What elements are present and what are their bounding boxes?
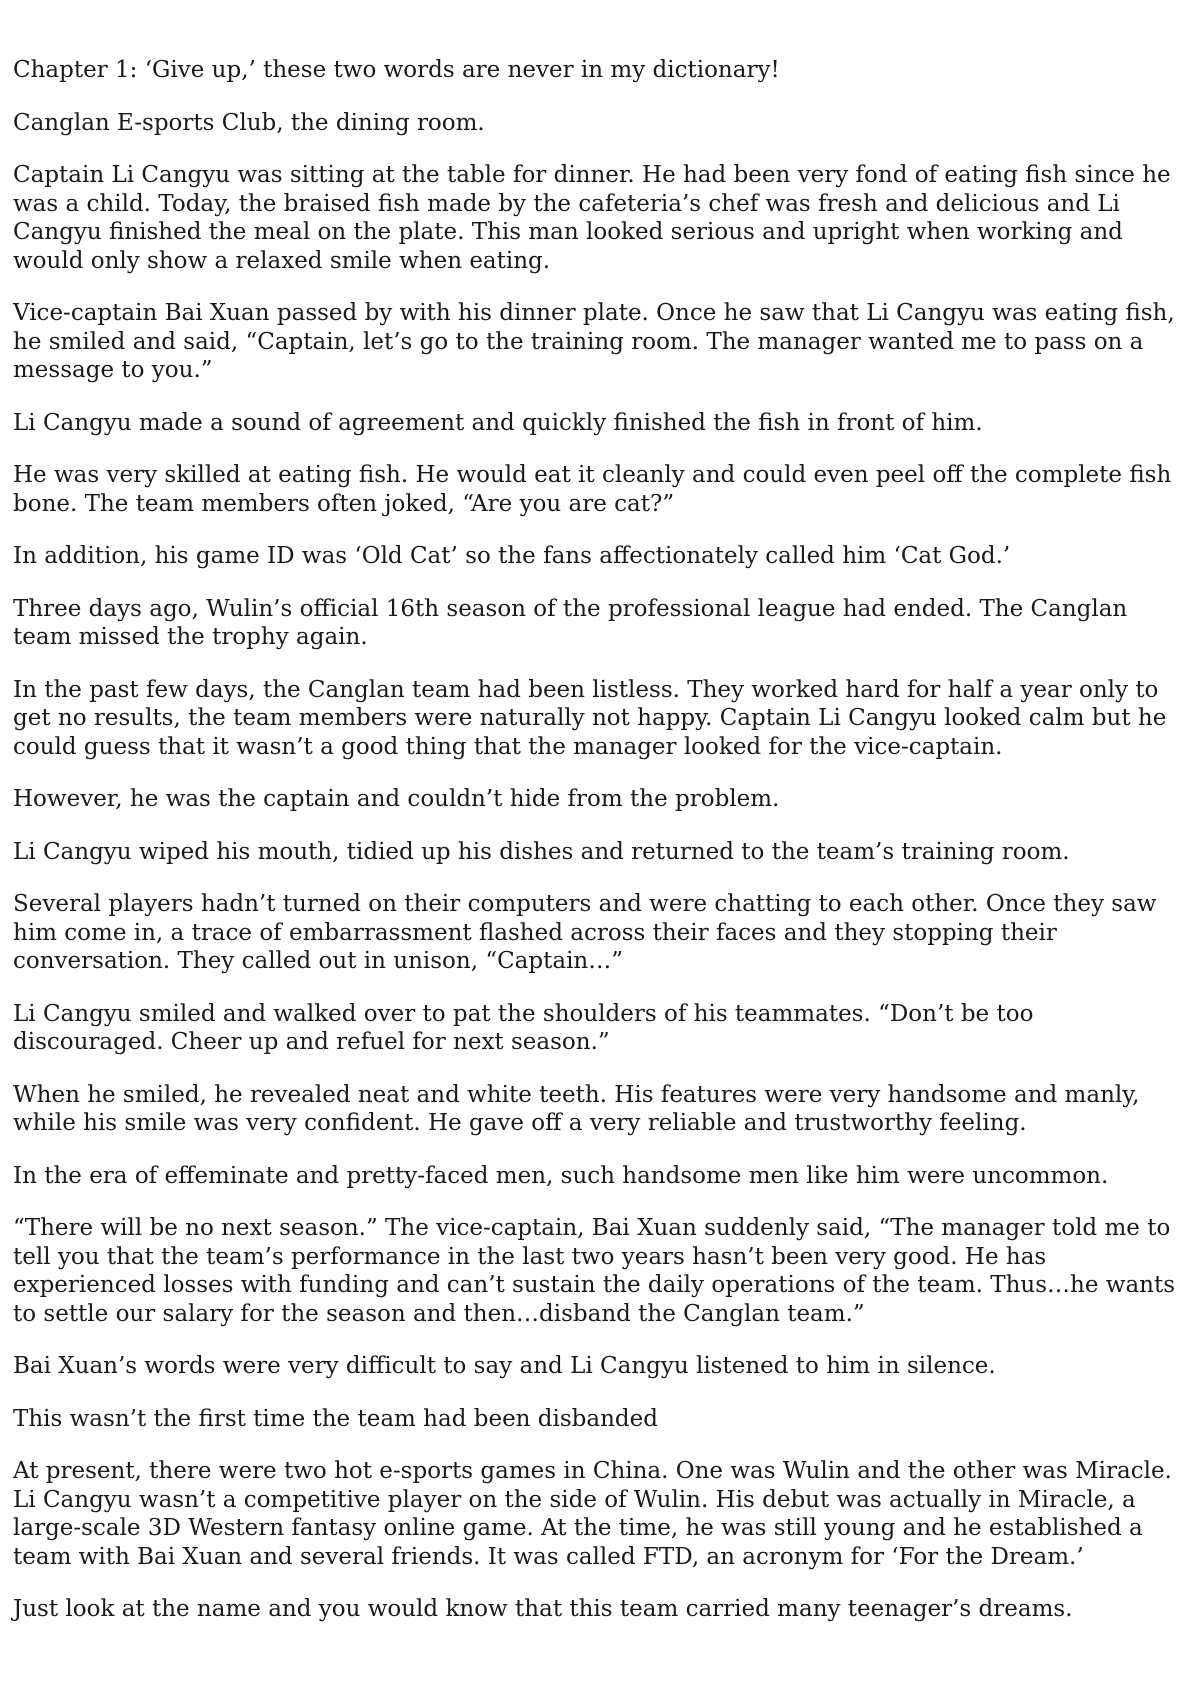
paragraph: When he smiled, he revealed neat and white teeth. His features were very handsome and manly, while his smile was very confident. He gave off a very reliable and trustworthy feeling. — [13, 1081, 1140, 1136]
paragraph: Vice-captain Bai Xuan passed by with his dinner plate. Once he saw that Li Cangyu was eating fish, he smiled and said, “Captain, let’s go to the training room. The manager wanted me to pass on a message to you.” — [13, 300, 1175, 383]
paragraph: Just look at the name and you would know that this team carried many teenager’s dreams. — [13, 1596, 1073, 1622]
paragraph: Captain Li Cangyu was sitting at the table for dinner. He had been very fond of eating fish since he was a child. Today, the braised fish made by the cafeteria’s chef was fresh and delicious and Li Cangyu finished the meal on the plate. This man looked serious and upright when working and would only show a relaxed smile when eating. — [13, 162, 1171, 274]
chapter-title: Chapter 1: ‘Give up,’ these two words are never in my dictionary! — [13, 57, 780, 83]
paragraph: In addition, his game ID was ‘Old Cat’ so the fans affectionately called him ‘Cat God.’ — [13, 543, 1011, 569]
paragraph: Several players hadn’t turned on their computers and were chatting to each other. Once they saw him come in, a trace of embarrassment flashed across their faces and they stopping their conversation. They called out in unison, “Captain…” — [13, 891, 1157, 974]
paragraph: Three days ago, Wulin’s official 16th season of the professional league had ended. The Canglan team missed the trophy again. — [13, 595, 1128, 650]
paragraph: “There will be no next season.” The vice-captain, Bai Xuan suddenly said, “The manager told me to tell you that the team’s performance in the last two years hasn’t been very good. He has experienced losses with funding and can’t sustain the daily operations of the team. Thus…he wants to settle our salary for the season and then…disband the Canglan team.” — [13, 1215, 1176, 1327]
paragraph: This wasn’t the first time the team had been disbanded — [13, 1405, 658, 1432]
paragraph: In the era of effeminate and pretty-faced men, such handsome men like him were uncommon. — [13, 1162, 1109, 1189]
paragraph: However, he was the captain and couldn’t hide from the problem. — [13, 786, 780, 812]
paragraph: At present, there were two hot e-sports games in China. One was Wulin and the other was Miracle. Li Cangyu wasn’t a competitive player on the side of Wulin. His debut was actually in Miracle, a large-scale 3D Western fantasy online game. At the time, he was still young and he established a team with Bai Xuan and several friends. It was called FTD, an acronym for ‘For the Dream.’ — [13, 1458, 1172, 1570]
paragraph: Li Cangyu wiped his mouth, tidied up his dishes and returned to the team’s training room. — [13, 838, 1070, 865]
paragraph: Li Cangyu smiled and walked over to pat the shoulders of his teammates. “Don’t be too discouraged. Cheer up and refuel for next season.” — [13, 1000, 1034, 1055]
paragraph: Li Cangyu made a sound of agreement and quickly finished the fish in front of him. — [13, 409, 983, 436]
paragraph: Canglan E-sports Club, the dining room. — [13, 109, 485, 136]
paragraph: In the past few days, the Canglan team had been listless. They worked hard for half a year only to get no results, the team members were naturally not happy. Captain Li Cangyu looked calm but he could guess that it wasn’t a good thing that the manager looked for the vice-captain. — [13, 676, 1167, 760]
paragraph: Bai Xuan’s words were very difficult to say and Li Cangyu listened to him in silence. — [13, 1353, 996, 1379]
paragraph: He was very skilled at eating fish. He would eat it cleanly and could even peel off the complete fish bone. The team members often joked, “Are you are cat?” — [13, 462, 1172, 517]
document-page — [13, 56, 1191, 1648]
